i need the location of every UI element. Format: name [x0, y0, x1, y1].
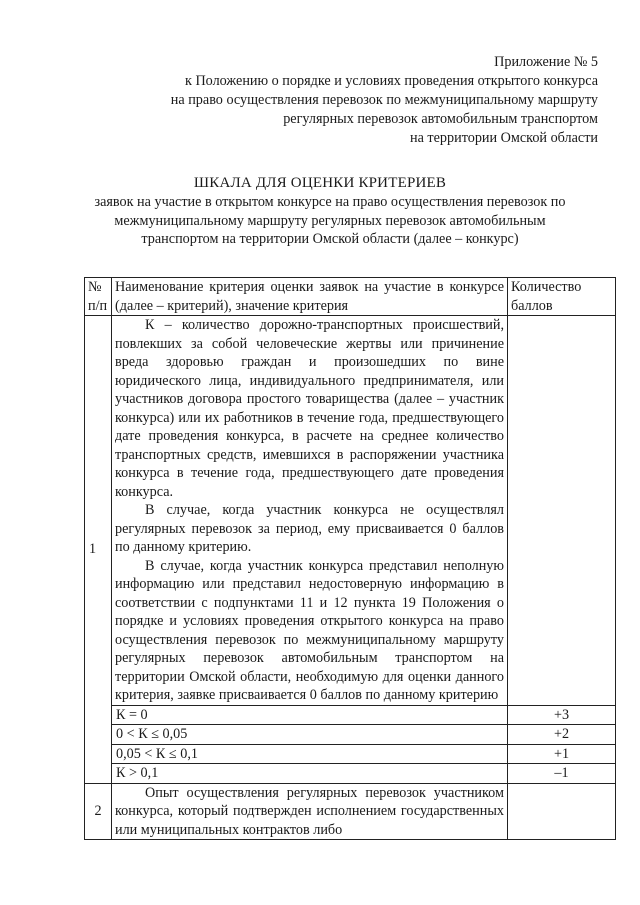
document-title: ШКАЛА ДЛЯ ОЦЕНКИ КРИТЕРИЕВ	[193, 175, 447, 191]
subtitle-line: транспортом на территории Омской области (далее – конкурс)	[141, 231, 519, 247]
criterion-paragraph: В случае, когда участник конкурса представил неполную информацию или представил недостоверную информацию в соответствии с подпунктами 11 и 12 пункта 19 Положения о порядке и условиях проведения открытого конкурса на право осуществления перевозок по межмуниципальному маршруту регулярных перевозок автомобильным транспортом на территории Омской области, необходимую для оценки данного критерия, заявке присваивается 0 баллов по данному критерию	[115, 557, 504, 703]
scale-points: +3	[508, 705, 616, 725]
scale-row	[85, 744, 616, 764]
row-number: 2	[85, 783, 112, 840]
scale-condition: К = 0	[112, 705, 508, 725]
subtitle-line: заявок на участие в открытом конкурсе на право осуществления перевозок по	[94, 194, 566, 210]
scale-points: +1	[508, 744, 616, 764]
header-criterion: Наименование критерия оценки заявок на участие в конкурсе (далее – критерий), значение критерия	[112, 278, 508, 316]
criteria-table	[84, 277, 616, 840]
points-cell-empty	[508, 316, 616, 706]
scale-points: –1	[508, 764, 616, 784]
criterion-description	[112, 783, 508, 840]
row-number: 1	[85, 316, 112, 784]
scale-row	[85, 725, 616, 745]
header-points: Количество баллов	[508, 278, 616, 316]
table-row	[85, 316, 616, 706]
scale-points: +2	[508, 725, 616, 745]
table-row	[85, 783, 616, 840]
scale-row	[85, 764, 616, 784]
criterion-paragraph: Опыт осуществления регулярных перевозок участником конкурса, который подтвержден исполнением государственных или муниципальных контрактов либо	[115, 784, 504, 838]
table-header-row	[85, 278, 616, 316]
header-num: № п/п	[85, 278, 112, 316]
subtitle-line: межмуниципальному маршруту регулярных перевозок автомобильным	[114, 212, 546, 229]
document-subtitle	[70, 193, 590, 249]
scale-condition: 0 < К ≤ 0,05	[112, 725, 508, 745]
scale-condition: 0,05 < К ≤ 0,1	[112, 744, 508, 764]
criterion-paragraph: В случае, когда участник конкурса не осуществлял регулярных перевозок за период, ему присваивается 0 баллов по данному критерию.	[115, 502, 504, 555]
scale-row	[85, 705, 616, 725]
criterion-description	[112, 316, 508, 706]
appendix-line: регулярных перевозок автомобильным транспортом	[283, 111, 598, 127]
appendix-line: к Положению о порядке и условиях проведения открытого конкурса	[185, 73, 598, 89]
appendix-line: на право осуществления перевозок по межмуниципальному маршруту	[170, 92, 598, 108]
appendix-header	[78, 53, 598, 148]
appendix-line: Приложение № 5	[494, 54, 598, 70]
appendix-line: на территории Омской области	[410, 130, 598, 146]
criterion-paragraph: К – количество дорожно-транспортных происшествий, повлекших за собой человеческие жертвы или причинение вреда здоровью граждан и произошедших по вине юридического лица, индивидуального предпринимателя, или участников договора простого товарищества (далее – участник конкурса) или их работников в течение года, предшествующего дате проведения конкурса, в расчете на среднее количество транспортных средств, имевшихся в распоряжении участника конкурса в течение года, предшествующего дате проведения конкурса.	[115, 317, 504, 500]
scale-condition: К > 0,1	[112, 764, 508, 784]
points-cell-empty	[508, 783, 616, 840]
